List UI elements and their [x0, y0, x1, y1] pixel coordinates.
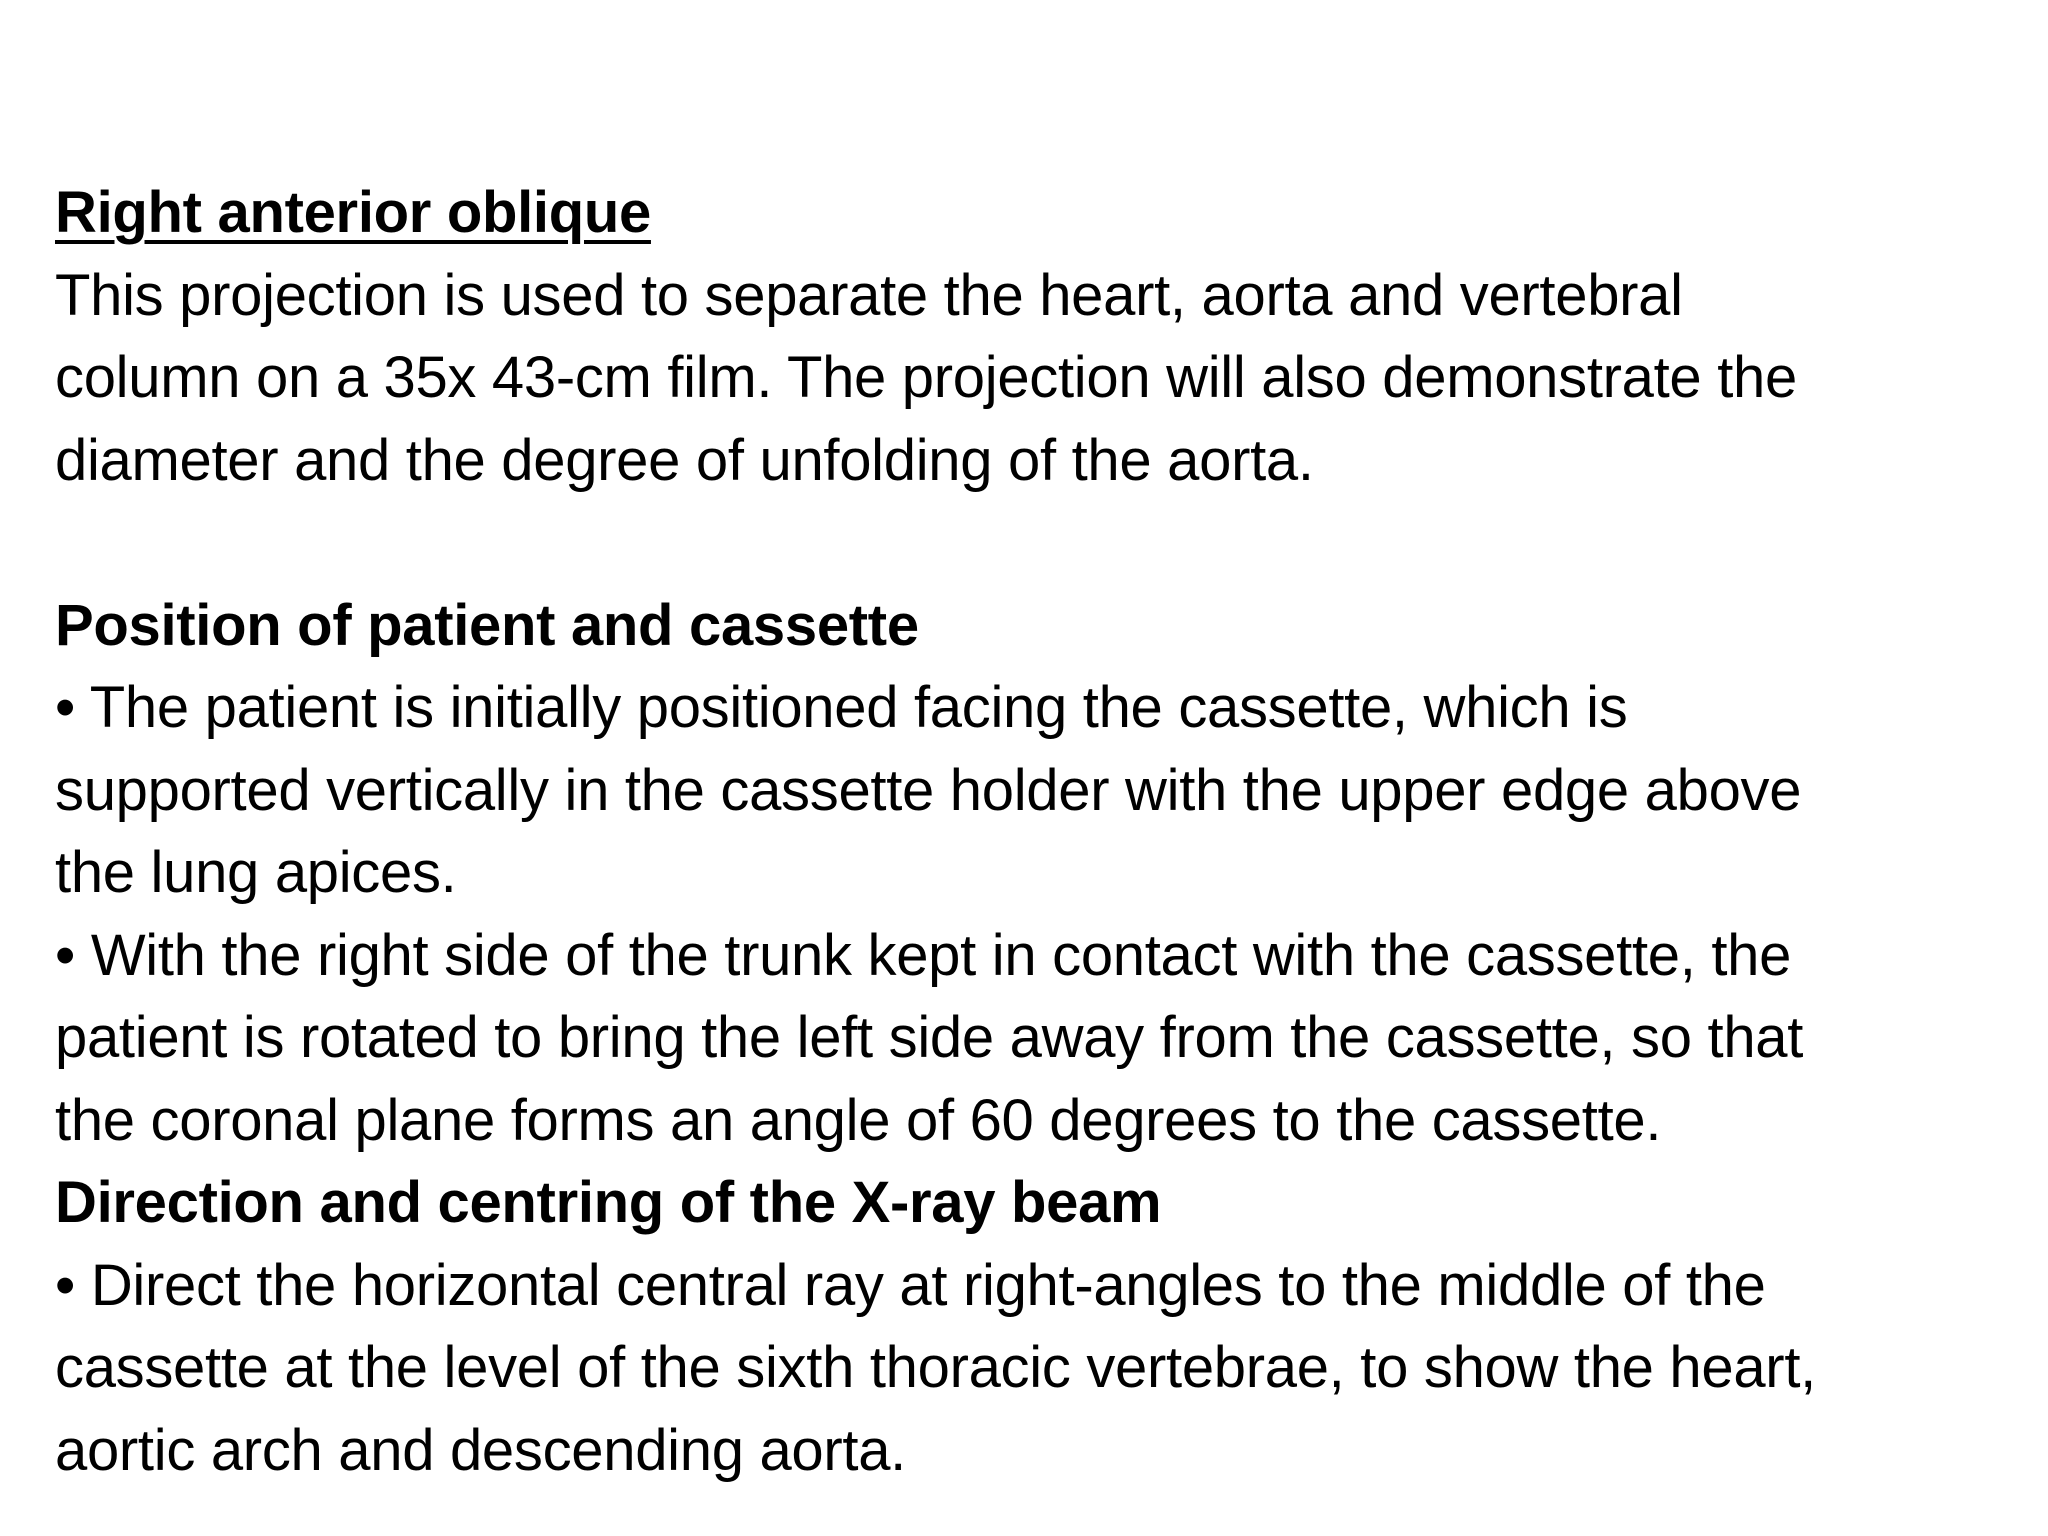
paragraph-line: This projection is used to separate the heart, aorta and vertebral	[55, 262, 1683, 328]
bullet-line: aortic arch and descending aorta.	[55, 1417, 906, 1483]
bullet-line: cassette at the level of the sixth thoracic vertebrae, to show the heart,	[55, 1335, 1816, 1400]
bullet-line: supported vertically in the cassette holder with the upper edge above	[55, 757, 1802, 823]
bullet-line: the lung apices.	[55, 840, 457, 905]
section-right-anterior-oblique-heading	[55, 172, 2030, 255]
bullet-line: • With the right side of the trunk kept in contact with the cassette, the	[55, 922, 1792, 988]
blank-line	[55, 502, 2030, 585]
bullet-line: patient is rotated to bring the left side away from the cassette, so that	[55, 1005, 1804, 1070]
paragraph-line: column on a 35x 43-cm film. The projection will also demonstrate the	[55, 345, 1797, 410]
bullet-line: • The patient is initially positioned facing the cassette, which is	[55, 675, 1628, 740]
section-direction-heading: Direction and centring of the X-ray beam	[55, 1170, 1162, 1235]
bullet-line: the coronal plane forms an angle of 60 degrees to the cassette.	[55, 1087, 1662, 1153]
bullet-line: • Direct the horizontal central ray at right-angles to the middle of the	[55, 1252, 1766, 1318]
paragraph-line: diameter and the degree of unfolding of the aorta.	[55, 427, 1314, 493]
heading-text: Right anterior oblique	[55, 180, 651, 245]
slide-content	[55, 172, 2030, 1492]
section-position-heading: Position of patient and cassette	[55, 592, 919, 658]
